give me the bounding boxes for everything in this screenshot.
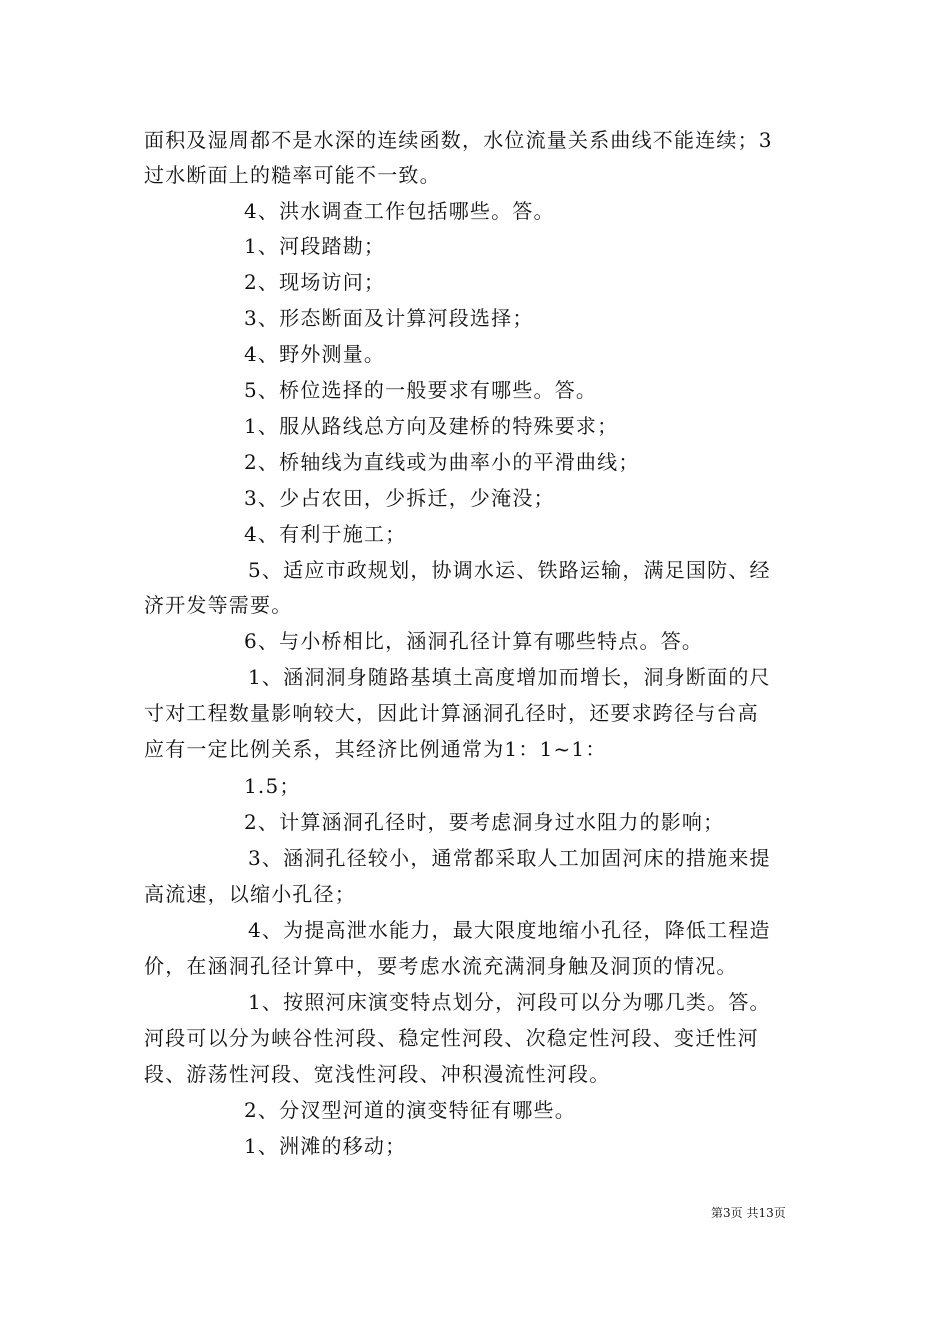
question-heading: 6、与小桥相比，涵洞孔径计算有哪些特点。答。 bbox=[244, 629, 704, 653]
list-item: 3、形态断面及计算河段选择； bbox=[244, 306, 534, 330]
text-line: 面积及湿周都不是水深的连续函数，水位流量关系曲线不能连续；3 bbox=[144, 128, 773, 152]
question-heading: 1、按照河床演变特点划分，河段可以分为哪几类。答。 bbox=[248, 990, 771, 1014]
text-line: 1.5； bbox=[244, 774, 301, 798]
text-line: 寸对工程数量影响较大，因此计算涵洞孔径时，还要求跨径与台高 bbox=[144, 701, 759, 725]
list-item: 4、为提高泄水能力，最大限度地缩小孔径，降低工程造 bbox=[248, 918, 771, 942]
list-item: 4、野外测量。 bbox=[244, 342, 386, 366]
text-line: 过水断面上的糙率可能不一致。 bbox=[144, 163, 441, 187]
list-item: 2、现场访问； bbox=[244, 270, 386, 294]
question-heading: 4、洪水调查工作包括哪些。答。 bbox=[244, 199, 555, 223]
page-number: 第3页 共13页 bbox=[711, 1206, 786, 1220]
text-line: 高流速，以缩小孔径； bbox=[144, 882, 356, 906]
list-item: 1、涵洞洞身随路基填土高度增加而增长，洞身断面的尺 bbox=[248, 665, 771, 689]
text-line: 济开发等需要。 bbox=[144, 593, 293, 617]
list-item: 1、河段踏勘； bbox=[244, 234, 386, 258]
text-line: 应有一定比例关系，其经济比例通常为1：1~1： bbox=[144, 737, 607, 761]
list-item: 2、桥轴线为直线或为曲率小的平滑曲线； bbox=[244, 450, 640, 474]
text-line: 价，在涵洞孔径计算中，要考虑水流充满洞身触及洞顶的情况。 bbox=[144, 954, 738, 978]
list-item: 1、服从路线总方向及建桥的特殊要求； bbox=[244, 414, 619, 438]
text-line: 河段可以分为峡谷性河段、稳定性河段、次稳定性河段、变迁性河 bbox=[144, 1026, 759, 1050]
list-item: 3、少占农田，少拆迁，少淹没； bbox=[244, 486, 555, 510]
list-item: 3、涵洞孔径较小，通常都采取人工加固河床的措施来提 bbox=[248, 846, 771, 870]
question-heading: 5、桥位选择的一般要求有哪些。答。 bbox=[244, 378, 598, 402]
list-item: 2、计算涵洞孔径时，要考虑洞身过水阻力的影响； bbox=[244, 810, 725, 834]
text-line: 段、游荡性河段、宽浅性河段、冲积漫流性河段。 bbox=[144, 1062, 611, 1086]
list-item: 1、洲滩的移动； bbox=[244, 1134, 407, 1158]
list-item: 5、适应市政规划，协调水运、铁路运输，满足国防、经 bbox=[248, 558, 771, 582]
list-item: 4、有利于施工； bbox=[244, 522, 407, 546]
question-heading: 2、分汊型河道的演变特征有哪些。 bbox=[244, 1098, 576, 1122]
